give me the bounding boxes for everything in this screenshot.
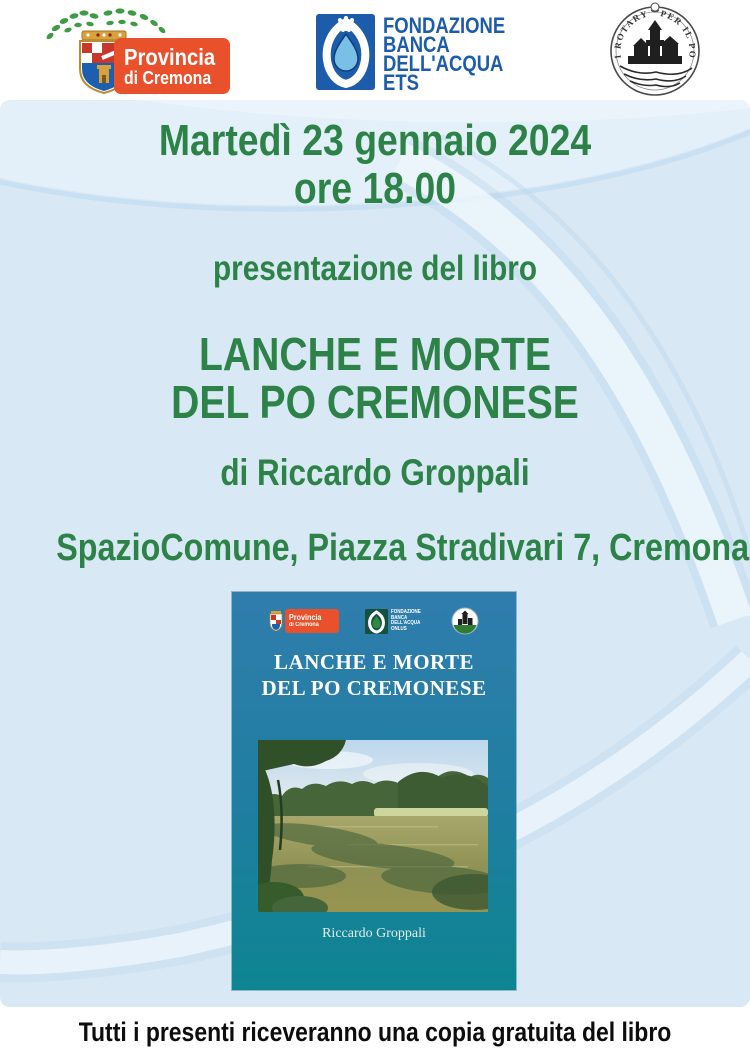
cover-title-line1: LANCHE E MORTE <box>274 650 474 674</box>
rotary-seal-icon <box>600 0 710 100</box>
cover-logo-row <box>232 605 516 637</box>
cover-fondazione-logo <box>365 609 424 634</box>
cover-provincia-line1: Provincia <box>289 612 322 622</box>
hands-water-drop-icon <box>316 14 376 92</box>
event-date-line1: Martedì 23 gennaio 2024 <box>158 116 592 165</box>
cover-fondazione-wordmark <box>391 610 424 632</box>
cover-provincia-shield-icon <box>269 611 283 631</box>
fondazione-line-1: FONDAZIONE <box>383 13 506 38</box>
provincia-label-line1: Provincia <box>124 43 216 70</box>
fondazione-line-4: ETS <box>383 70 419 95</box>
cover-rotary-logo <box>451 607 479 635</box>
cover-fondazione-line-1: FONDAZIONE <box>391 609 422 615</box>
book-author: di Riccardo Groppali <box>220 452 530 493</box>
cover-fondazione-line-2: BANCA <box>391 614 408 621</box>
event-intro: presentazione del libro <box>212 249 538 288</box>
event-date-line2: ore 18.00 <box>293 164 457 213</box>
cover-author: Riccardo Groppali <box>322 926 426 941</box>
provincia-di-cremona-logo <box>38 4 238 98</box>
footer-note: Tutti i presenti riceveranno una copia gratuita del libro <box>78 1017 672 1047</box>
rotary-label-right: PER IL PO <box>659 8 698 60</box>
river-landscape-photo <box>258 740 488 912</box>
cover-provincia-line2: di Cremona <box>289 621 320 628</box>
header-logo-band <box>0 0 750 100</box>
cover-provincia-plate <box>285 609 339 633</box>
cover-title-line2: DEL PO CREMONESE <box>261 676 487 700</box>
provincia-label-line2: di Cremona <box>124 67 212 88</box>
fondazione-line-3: DELL'ACQUA <box>383 51 504 76</box>
event-venue: SpazioComune, Piazza Stradivari 7, Cremona <box>56 527 750 569</box>
rotary-label-left: I ROTARY <box>612 8 650 59</box>
book-cover-image <box>232 592 516 990</box>
fondazione-wordmark <box>383 13 528 95</box>
provincia-name-plate <box>114 38 230 94</box>
book-title-line2: DEL PO CREMONESE <box>171 376 579 428</box>
fondazione-banca-acqua-logo <box>316 14 526 94</box>
book-title-line1: LANCHE E MORTE <box>199 328 551 380</box>
seal-crest-ornament <box>651 3 659 12</box>
cover-fondazione-icon <box>365 609 388 634</box>
rotary-per-il-po-logo <box>600 0 710 100</box>
fondazione-line-2: BANCA <box>383 32 450 57</box>
cover-provincia-logo <box>269 609 339 633</box>
cover-fondazione-line-4: ONLUS <box>391 625 408 632</box>
cover-fondazione-line-3: DELL'ACQUA <box>391 620 421 626</box>
